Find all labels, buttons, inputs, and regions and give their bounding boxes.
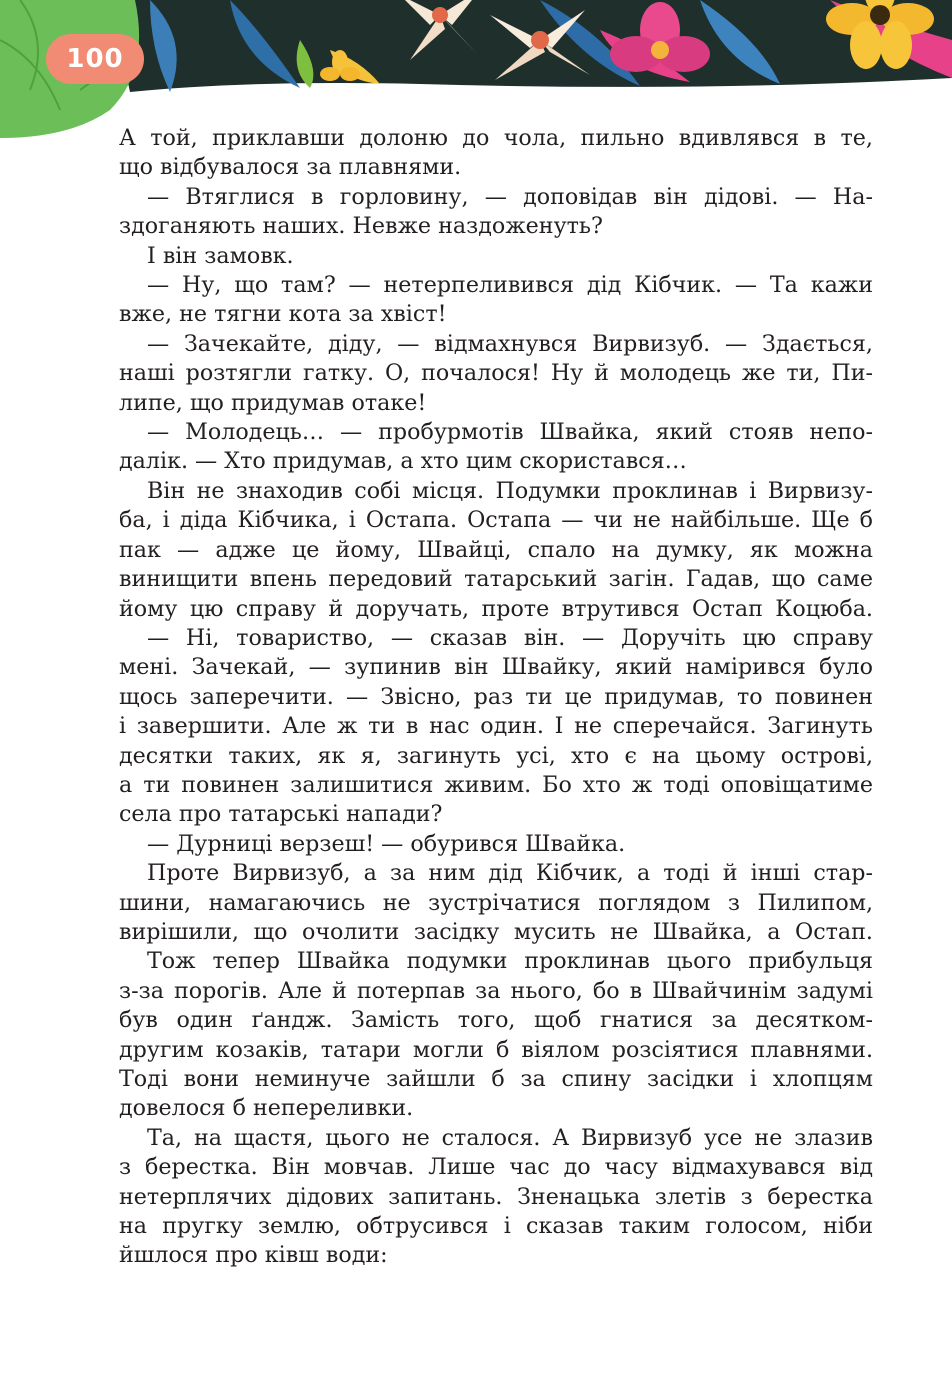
text-line: — Зачекайте, діду, — відмахнувся Вирвизуб. — Здається,	[147, 330, 873, 357]
text-line: Тоді вони неминуче зайшли б за спину засідки і хлопцям	[119, 1066, 873, 1092]
text-line: — Молодець… — пробурмотів Швайка, який стояв непо-	[147, 419, 873, 446]
text-line: що відбувалося за плавнями.	[119, 154, 462, 181]
text-line: здоганяють наших. Невже наздоженуть?	[119, 213, 603, 240]
text-line: — Ну, що там? — нетерпеливився дід Кібчик. — Та кажи	[147, 272, 873, 299]
text-line: на пругку землю, обтрусився і сказав таким голосом, ніби	[119, 1213, 873, 1240]
text-line: йшлося про ківш води:	[119, 1242, 388, 1269]
text-line: наші розтягли гатку. О, почалося! Ну й молодець же ти, Пи-	[119, 360, 873, 387]
text-line: вирішили, що очолити засідку мусить не Швайка, а Остап.	[119, 918, 873, 945]
text-line: десятки таких, як я, загинуть усі, хто є на цьому острові,	[119, 742, 873, 769]
text-line: ба, і діда Кібчика, і Остапа. Остапа — чи не найбільше. Ще б	[119, 507, 873, 534]
body-text	[119, 124, 873, 1271]
floral-header-banner	[0, 0, 952, 140]
text-line: А той, приклавши долоню до чола, пильно вдивлявся в те,	[119, 125, 873, 151]
text-line: — Втяглися в горловину, — доповідав він дідові. — На-	[147, 183, 873, 210]
text-line: щось заперечити. — Звісно, раз ти це придумав, то повинен	[119, 683, 873, 710]
text-line: пак — адже це йому, Швайці, спало на думку, як можна	[119, 536, 873, 563]
text-line: Тож тепер Швайка подумки проклинав цього прибульця	[147, 948, 873, 975]
text-line: шини, намагаючись не зустрічатися поглядом з Пилипом,	[119, 889, 873, 916]
text-line: далік. — Хто придумав, а хто цим скористався…	[119, 448, 687, 475]
text-line: винищити впень передовий татарський загін. Гадав, що саме	[119, 566, 873, 593]
text-line: липе, що придумав отаке!	[119, 389, 427, 416]
text-line: села про татарські напади?	[119, 801, 443, 828]
text-line: — Дурниці верзеш! — обурився Швайка.	[147, 830, 626, 857]
text-line: довелося б непереливки.	[119, 1095, 414, 1122]
text-line: Він не знаходив собі місця. Подумки проклинав і Вирвизу-	[147, 477, 873, 504]
text-line: а ти повинен залишитися живим. Бо хто ж тоді оповіщатиме	[119, 771, 873, 798]
text-line: з берестка. Він мовчав. Лише час до часу відмахувався від	[119, 1154, 873, 1181]
flower-illustration	[0, 0, 952, 140]
text-line: мені. Зачекай, — зупинив він Швайку, який намірився було	[119, 654, 873, 681]
text-line: нетерплячих дідових запитань. Зненацька злетів з берестка	[119, 1183, 873, 1210]
text-line: був один ґандж. Замість того, щоб гнатися за десятком-	[119, 1007, 873, 1034]
text-line: з-за порогів. Але й потерпав за нього, бо в Швайчинім задумі	[119, 977, 873, 1004]
text-line: йому цю справу й доручать, проте втрутився Остап Коцюба.	[119, 595, 873, 622]
text-line: другим козаків, татари могли б віялом розсіятися плавнями.	[119, 1036, 873, 1063]
text-line: Та, на щастя, цього не сталося. А Вирвизуб усе не злазив	[147, 1124, 873, 1151]
text-line: і завершити. Але ж ти в нас один. І не сперечайся. Загинуть	[119, 713, 873, 740]
text-line: — Ні, товариство, — сказав він. — Доручіть цю справу	[147, 624, 873, 651]
text-line: І він замовк.	[147, 242, 294, 269]
text-line: вже, не тягни кота за хвіст!	[119, 301, 447, 328]
text-line: Проте Вирвизуб, а за ним дід Кібчик, а тоді й інші стар-	[147, 860, 873, 887]
page-number: 100	[46, 34, 144, 84]
